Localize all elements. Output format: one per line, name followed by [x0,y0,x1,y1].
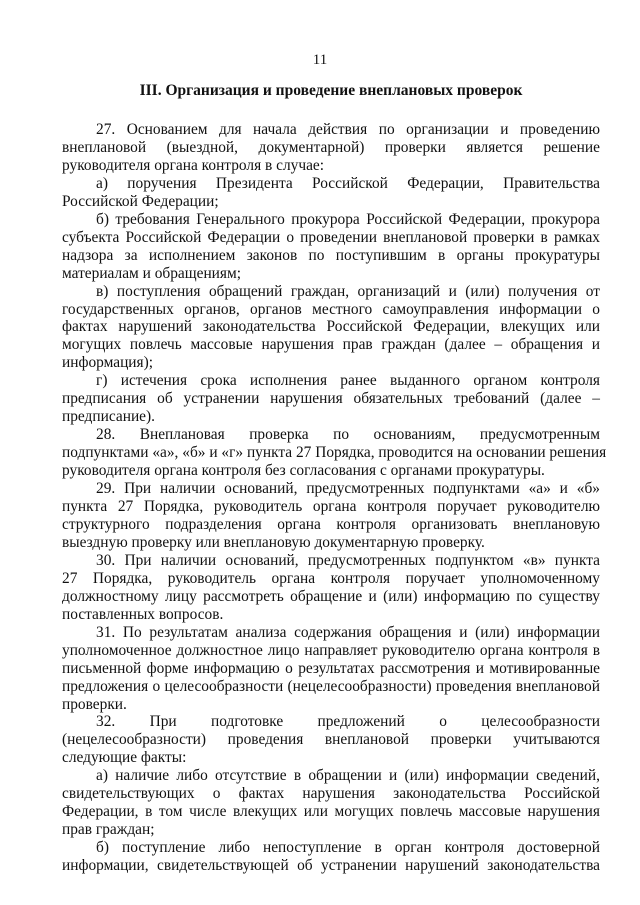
paragraph [62,372,600,426]
text-line: материалам и обращениям; [62,264,242,282]
text-line: надзора за исполнением законов по поступившим в органы прокуратуры [62,246,600,264]
text-line: 27 Порядка, руководитель органа контроля поручает уполномоченному [62,569,600,587]
text-line: 27. Основанием для начала действия по организации и проведению [96,121,600,138]
document-body [62,121,607,875]
text-line: (нецелесообразности) проведения внеплановой проверки учитываются [62,731,600,749]
text-line: выездную проверку или внеплановую документарную проверку. [62,533,485,551]
paragraph [62,713,600,767]
paragraph [62,175,600,211]
paragraph [62,211,600,283]
text-line: государственных органов, органов местного самоуправления информации о [62,300,600,318]
text-line: 29. При наличии оснований, предусмотренных подпунктами «а» и «б» [96,480,600,498]
paragraph [62,283,600,373]
text-line: предложения о целесообразности (нецелесообразности) проведения внеплановой [62,677,600,695]
text-line: структурного подразделения органа контроля организовать внеплановую [62,515,600,533]
text-line: подпунктами «а», «б» и «г» пункта 27 Порядка, проводится на основании решения [62,444,607,462]
text-line: в) поступления обращений граждан, организаций и (или) получения от [96,282,600,300]
paragraph [62,480,600,552]
text-line: б) требования Генерального прокурора Российской Федерации, прокурора [96,210,600,228]
text-line: 31. По результатам анализа содержания обращения и (или) информации [96,623,600,641]
paragraph [62,552,600,624]
paragraph [62,839,600,875]
text-line: 28. Внеплановая проверка по основаниям, предусмотренным [96,426,600,444]
text-line: фактах нарушений законодательства Российской Федерации, влекущих или [62,318,600,336]
text-line: а) поручения Президента Российской Федерации, Правительства [96,174,600,192]
text-line: информации, свидетельствующей об устранении нарушений законодательства [62,857,600,875]
text-line: свидетельствующих о фактах нарушения законодательства Российской [62,785,600,803]
text-line: проверки. [62,695,127,713]
section-title: III. Организация и проведение внеплановых проверок [139,82,523,99]
text-line: поставленных вопросов. [62,605,224,623]
text-line: предписания об устранении нарушения обязательных требований (далее – [62,390,600,408]
paragraph [62,767,600,839]
text-line: б) поступление либо непоступление в орган контроля достоверной [96,839,600,857]
text-line: руководителя органа контроля без согласования с органами прокуратуры. [62,462,545,480]
text-line: письменной форме информацию о результатах рассмотрения и мотивированные [62,659,600,677]
text-line: прав граждан; [62,821,155,839]
text-line: внеплановой (выездной, документарной) проверки является решение [62,138,600,156]
text-line: 32. При подготовке предложений о целесообразности [96,713,600,731]
text-line: руководителя органа контроля в случае: [62,156,325,174]
paragraph [62,426,607,480]
text-line: Федерации, в том числе влекущих или могущих повлечь массовые нарушения [62,803,600,821]
paragraph [62,624,600,714]
text-line: могущих повлечь массовые нарушения прав граждан (далее – обращения и [62,336,600,354]
text-line: а) наличие либо отсутствие в обращении и (или) информации сведений, [96,767,600,785]
text-line: следующие факты: [62,749,187,767]
text-line: субъекта Российской Федерации о проведении внеплановой проверки в рамках [62,228,600,246]
text-line: г) истечения срока исполнения ранее выданного органом контроля [96,372,600,390]
page-number: 11 [312,52,328,68]
text-line: 30. При наличии оснований, предусмотренных подпунктом «в» пункта [96,551,600,569]
text-line: уполномоченное должностное лицо направляет руководителю органа контроля в [62,641,600,659]
text-line: информация); [62,354,154,372]
text-line: Российской Федерации; [62,192,219,210]
paragraph [62,121,600,175]
text-line: пункта 27 Порядка, руководитель органа контроля поручает руководителю [62,498,600,516]
text-line: предписание). [62,408,155,426]
text-line: должностному лицу рассмотреть обращение и (или) информацию по существу [62,587,600,605]
